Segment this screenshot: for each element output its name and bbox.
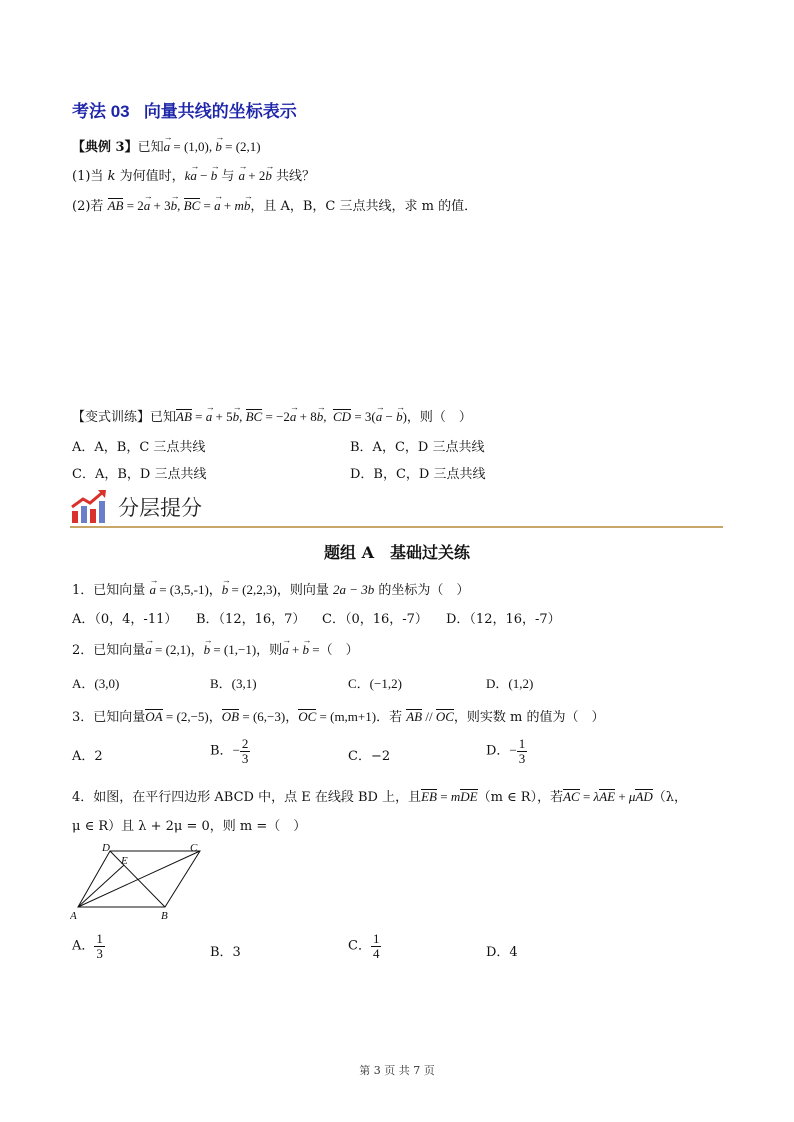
variant-question: 【变式训练】已知AB = → a + 5→ b, BC = −2→ a + 8→ b, CD = 3(→ a − → b)，则（ ） bbox=[72, 406, 472, 425]
parallelogram-figure bbox=[70, 840, 210, 922]
q4-option-c-fraction: $\frac{1}{4}$ bbox=[372, 931, 380, 961]
q4-option-b[interactable]: B．3 bbox=[210, 945, 241, 960]
example-tag: 【典例 3】 bbox=[72, 140, 138, 155]
bar-chart-arrow-icon bbox=[70, 489, 108, 525]
label-D: D bbox=[102, 842, 110, 854]
q3-option-d-fraction: $\frac{1}{3}$ bbox=[518, 736, 526, 766]
variant-option-c[interactable]: C．A，B，D 三点共线 bbox=[72, 467, 207, 482]
label-C: C bbox=[190, 842, 198, 854]
q2-option-b[interactable]: B．(3,1) bbox=[210, 676, 257, 691]
variant-tag: 【变式训练】 bbox=[72, 410, 151, 425]
variant-option-d[interactable]: D．B，C，D 三点共线 bbox=[350, 467, 486, 482]
vector-a-value: (1,0) bbox=[183, 139, 209, 154]
q4-option-a-fraction: $\frac{1}{3}$ bbox=[96, 931, 103, 961]
vector-b-value: (2,1) bbox=[235, 139, 261, 154]
page-footer: 第 3 页 共 7 页 bbox=[359, 1064, 435, 1077]
group-title: 题组 A 基础过关练 bbox=[324, 543, 470, 562]
banner-divider bbox=[70, 526, 723, 528]
q4-option-a[interactable]: A． $\frac{1}{3}$ bbox=[72, 931, 103, 961]
q3-option-c[interactable]: C．−2 bbox=[348, 749, 391, 764]
q3-option-b-fraction: $\frac{2}{3}$ bbox=[241, 736, 249, 766]
q2-option-d[interactable]: D．(1,2) bbox=[486, 676, 534, 691]
q2-option-a[interactable]: A．(3,0) bbox=[72, 676, 120, 691]
question-2: 2．已知向量→ a = (2,1)，→ b = (1,−1)，则→ a + → b =（ ） bbox=[72, 639, 359, 658]
label-A: A bbox=[70, 910, 77, 922]
question-1: 1．已知向量 → a = (3,5,-1)，→ b = (2,2,3)，则向量 2a − 3b 的坐标为（ ） bbox=[72, 579, 469, 598]
q2-option-c[interactable]: C．(−1,2) bbox=[348, 676, 402, 691]
q3-option-a[interactable]: A．2 bbox=[72, 749, 103, 764]
section-label: 考法 03 bbox=[72, 102, 130, 121]
variant-option-a[interactable]: A．A，B，C 三点共线 bbox=[72, 440, 206, 455]
example-intro: 【典例 3】已知→ a = (1,0), → b = (2,1) bbox=[72, 136, 261, 155]
variant-option-b[interactable]: B．A，C，D 三点共线 bbox=[350, 440, 485, 455]
question-4-line-2: μ ∈ R）且 λ + 2μ = 0，则 m =（ ） bbox=[72, 819, 307, 834]
question-3: 3．已知向量OA = (2,−5)，OB = (6,−3)，OC = (m,m+1)．若 AB // OC，则实数 m 的值为（ ） bbox=[72, 709, 605, 725]
q3-option-b[interactable]: B．− $\frac{2}{3}$ bbox=[210, 736, 249, 766]
q3-option-d[interactable]: D．− $\frac{1}{3}$ bbox=[486, 736, 526, 766]
banner-title: 分层提分 bbox=[118, 497, 202, 520]
label-B: B bbox=[161, 910, 168, 922]
example-part-1: (1)当 k 为何值时，k→ a − → b 与 → a + 2→ b 共线？ bbox=[72, 165, 315, 184]
section-heading: 向量共线的坐标表示 bbox=[143, 102, 297, 121]
q1-option-c[interactable]: C．（0，16，-7） bbox=[322, 612, 428, 627]
example-part-2: (2)若 AB = 2→ a + 3→ b, BC = → a + m→ b，且 A，B，C 三点共线，求 m 的值． bbox=[72, 195, 477, 214]
q1-option-d[interactable]: D．（12，16，-7） bbox=[446, 612, 561, 627]
question-4-line-1: 4．如图，在平行四边形 ABCD 中，点 E 在线段 BD 上，且EB = mDE（m ∈ R），若AC = λAE + μAD（λ， bbox=[72, 789, 688, 805]
q4-option-d[interactable]: D．4 bbox=[486, 945, 518, 960]
label-E: E bbox=[121, 855, 128, 867]
q1-option-b[interactable]: B．（12，16，7） bbox=[196, 612, 306, 627]
q1-option-a[interactable]: A．（0，4，-11） bbox=[72, 612, 178, 627]
q4-option-c[interactable]: C． $\frac{1}{4}$ bbox=[348, 931, 380, 961]
section-title bbox=[72, 97, 297, 122]
